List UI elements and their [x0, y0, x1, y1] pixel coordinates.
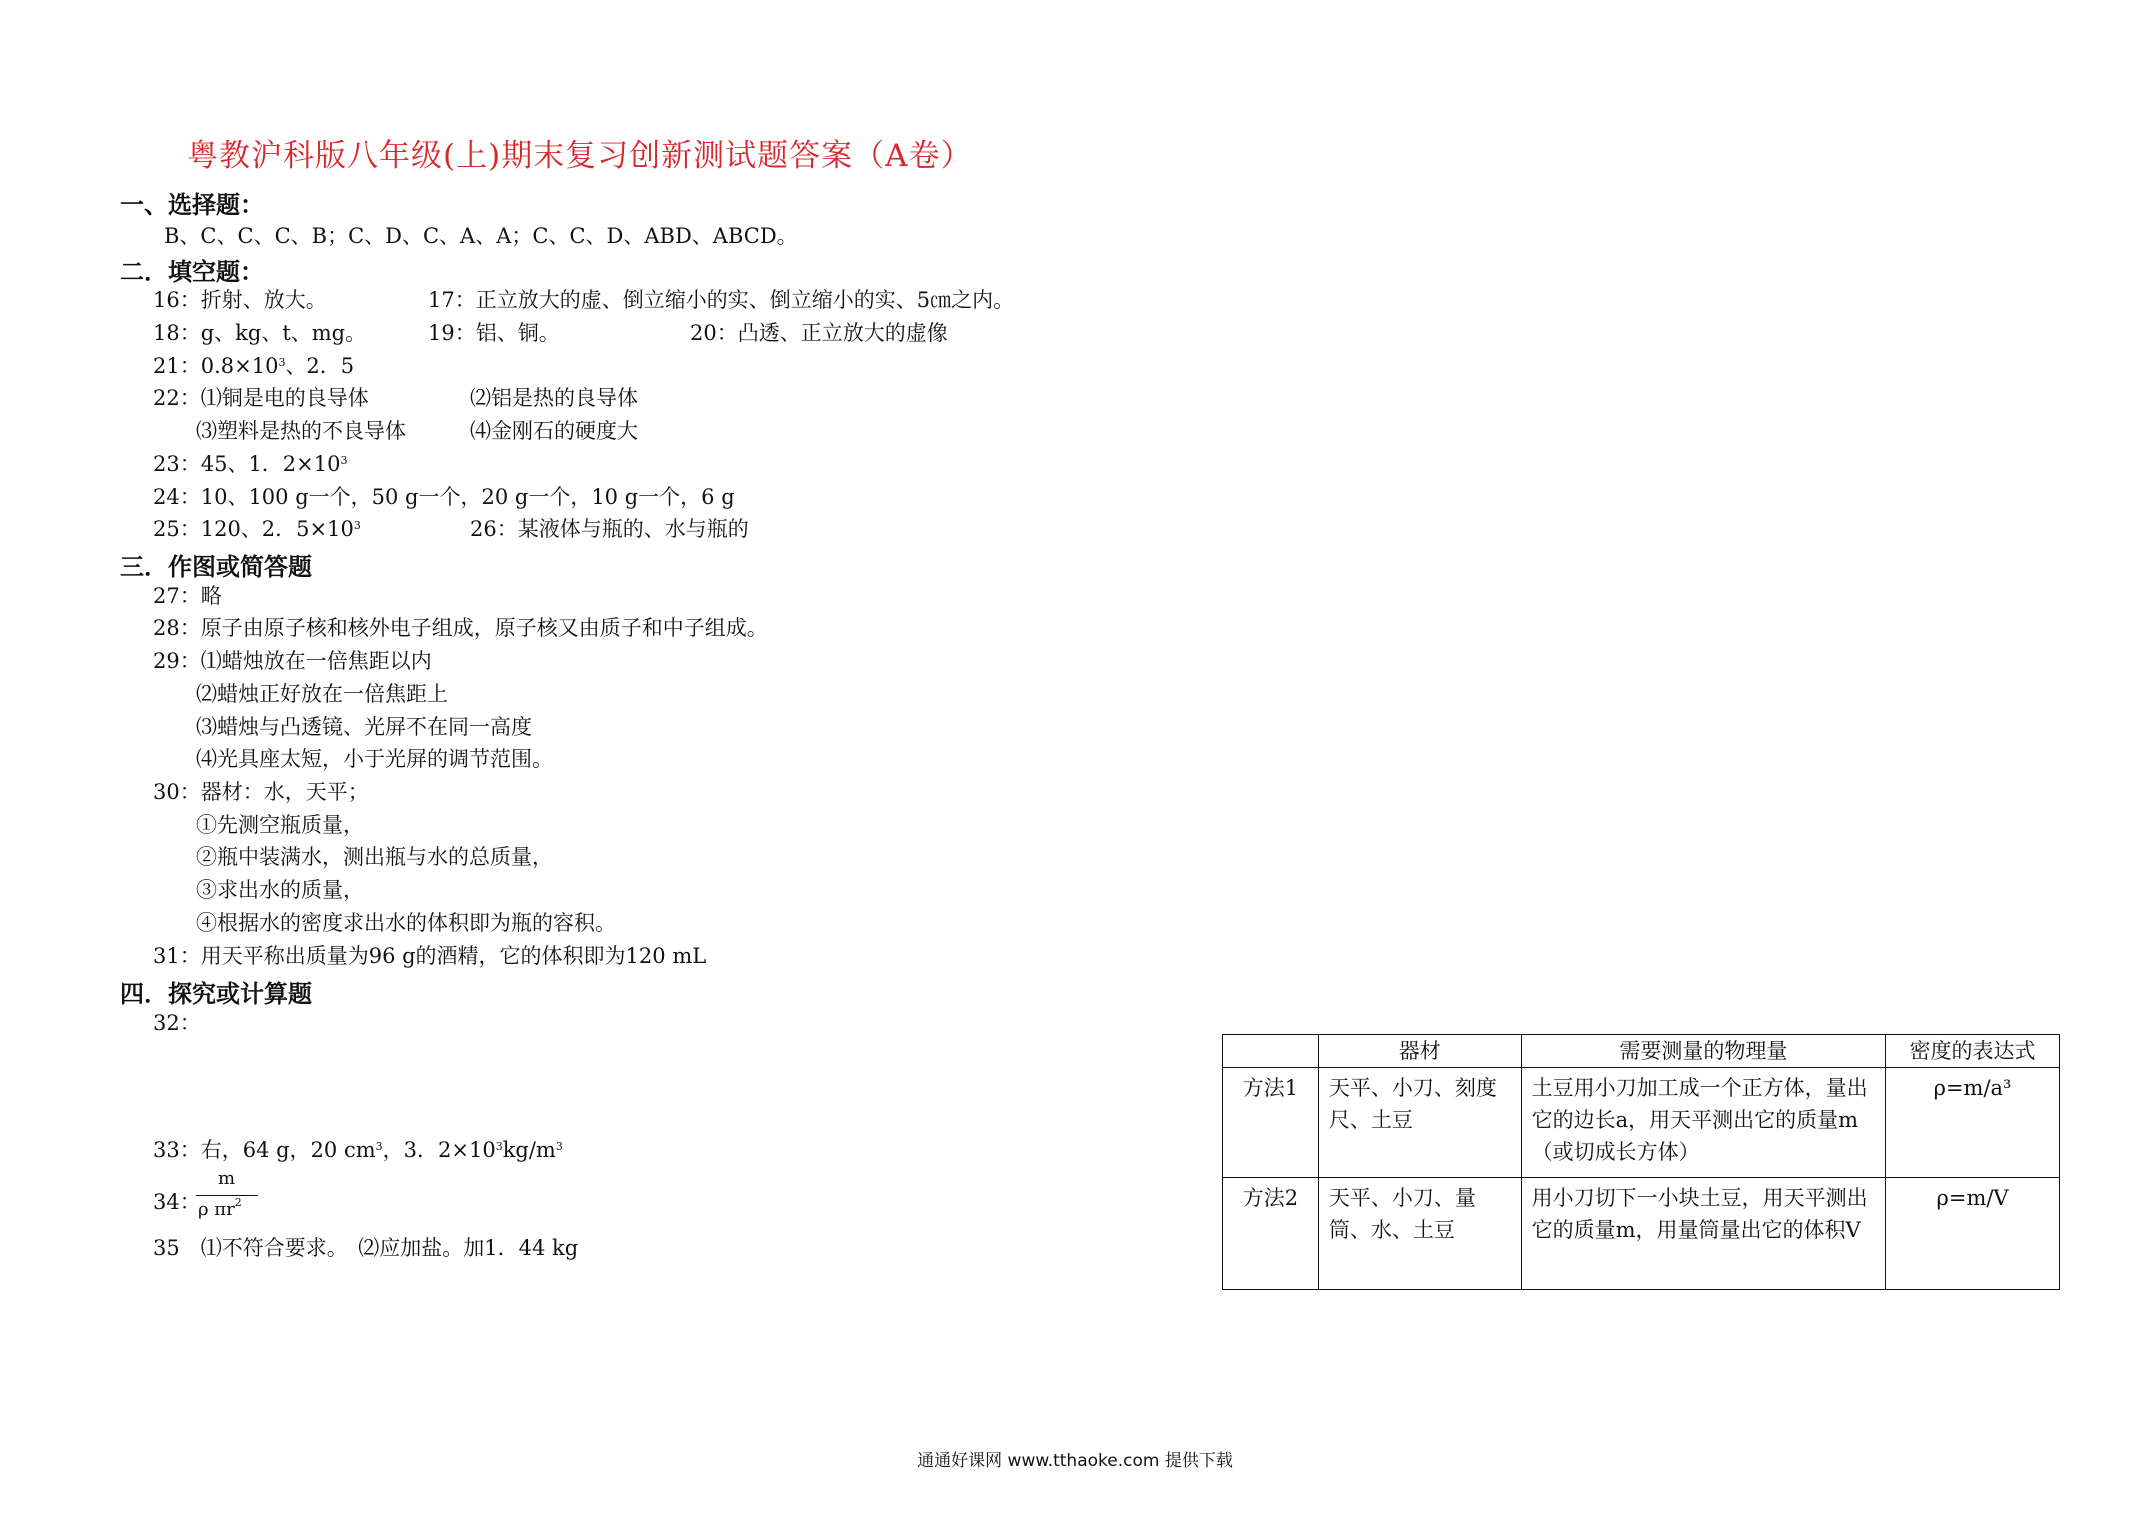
materials-cell: 天平、小刀、量筒、水、土豆: [1318, 1178, 1521, 1290]
answer-29-1: 29：⑴蜡烛放在一倍焦距以内: [153, 649, 432, 673]
measure-cell: 用小刀切下一小块土豆，用天平测出它的质量m，用量筒量出它的体积V: [1521, 1178, 1885, 1290]
answer-27: 27：略: [153, 584, 222, 608]
answer-31: 31：用天平称出质量为96 g的酒精，它的体积即为120 mL: [153, 944, 707, 968]
answer-24: 24：10、100 g一个，50 g一个，20 g一个，10 g一个，6 g: [153, 485, 735, 509]
footer-credit: 通通好课网 www.tthaoke.com 提供下载: [917, 1451, 1233, 1471]
answer-29-3: ⑶蜡烛与凸透镜、光屏不在同一高度: [196, 715, 532, 739]
answer-33: 33：右，64 g，20 $cm^3$，3．$2\times 10^3kg/m^3$: [153, 1138, 563, 1162]
table-row: [1223, 1178, 2060, 1290]
answer-21: 21：$0.8\times 10^3$、2．5: [153, 354, 355, 378]
fraction-bar: [196, 1195, 258, 1196]
answer-17: 17：正立放大的虚、倒立缩小的实、倒立缩小的实、5㎝之内。: [428, 288, 1015, 312]
table-header-blank: [1223, 1035, 1319, 1068]
choice-answers: B、C、C、C、B；C、D、C、A、A；C、C、D、ABD、ABCD。: [164, 224, 798, 248]
answer-18: 18：g、kg、t、mg。: [153, 321, 367, 345]
expression-cell: ρ=m/V: [1886, 1178, 2060, 1290]
table-header-materials: 器材: [1318, 1035, 1521, 1068]
expression-cell: ρ=m/a³: [1886, 1068, 2060, 1178]
answer-20: 20：凸透、正立放大的虚像: [690, 321, 948, 345]
section-heading-fill: 二．填空题：: [120, 258, 264, 286]
table-row: [1223, 1068, 2060, 1178]
answer-29-2: ⑵蜡烛正好放在一倍焦距上: [196, 682, 448, 706]
answer-29-4: ⑷光具座太短，小于光屏的调节范围。: [196, 747, 553, 771]
answer-26: 26：某液体与瓶的、水与瓶的: [470, 517, 749, 541]
answer-22-3: ⑶塑料是热的不良导体: [196, 419, 406, 443]
method-cell: 方法1: [1223, 1068, 1319, 1178]
section-heading-short: 三．作图或简答题: [120, 553, 312, 581]
answer-23: 23：45、1．$2\times 10^3$: [153, 452, 348, 476]
answer-30: 30：器材：水，天平；: [153, 780, 369, 804]
materials-cell: 天平、小刀、刻度尺、土豆: [1318, 1068, 1521, 1178]
answer-22-2: ⑵铝是热的良导体: [470, 386, 638, 410]
method-cell: 方法2: [1223, 1178, 1319, 1290]
answer-30-4: ④根据水的密度求出水的体积即为瓶的容积。: [196, 911, 616, 935]
table-header-expression: 密度的表达式: [1886, 1035, 2060, 1068]
answer-22-1: 22：⑴铜是电的良导体: [153, 386, 369, 410]
answer-30-3: ③求出水的质量，: [196, 878, 364, 902]
formula-numerator: m: [218, 1168, 236, 1189]
answer-34-label: 34：: [153, 1190, 201, 1214]
formula-denominator: ρ $\pi r^2$: [198, 1196, 242, 1220]
section-heading-choice: 一、选择题：: [120, 191, 264, 219]
answer-32: 32：: [153, 1011, 201, 1035]
density-method-table: [1222, 1034, 2060, 1290]
answer-30-2: ②瓶中装满水，测出瓶与水的总质量，: [196, 845, 553, 869]
answer-35: 35 ⑴不符合要求。 ⑵应加盐。加1．44 kg: [153, 1236, 579, 1260]
section-heading-calc: 四．探究或计算题: [120, 980, 312, 1008]
table-header-row: [1223, 1035, 2060, 1068]
answer-16: 16：折射、放大。: [153, 288, 327, 312]
page-title: 粤教沪科版八年级(上)期末复习创新测试题答案（A卷）: [187, 138, 973, 174]
answer-30-1: ①先测空瓶质量，: [196, 813, 364, 837]
answer-25: 25：120、2．$5\times 10^3$: [153, 517, 361, 541]
table-header-measure: 需要测量的物理量: [1521, 1035, 1885, 1068]
answer-22-4: ⑷金刚石的硬度大: [470, 419, 638, 443]
measure-cell: 土豆用小刀加工成一个正方体，量出它的边长a，用天平测出它的质量m（或切成长方体）: [1521, 1068, 1885, 1178]
answer-19: 19：铝、铜。: [428, 321, 560, 345]
answer-28: 28：原子由原子核和核外电子组成，原子核又由质子和中子组成。: [153, 616, 768, 640]
